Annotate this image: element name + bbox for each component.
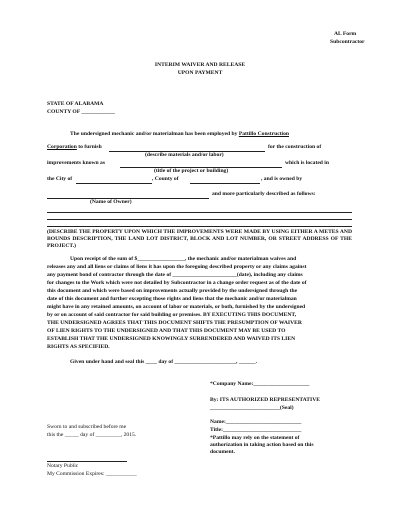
sworn-line-1: Sworn to and subscribed before me — [47, 424, 127, 430]
authorized-rep-label: By: ITS AUTHORIZED REPRESENTATIVE — [210, 397, 320, 403]
body-line-5: this document and which were based on improvements actually provided by the undersigned through the — [47, 288, 298, 294]
intro-lead-text: The undersigned mechanic and/or materialman has been employed by — [70, 131, 239, 137]
body-line-7: might have in any retained amounts, on account of labor or materials, or both, furnished by the undersigned — [47, 304, 306, 310]
construction-of-label: for the construction of — [268, 144, 322, 150]
body-line-11: ESTABLISH THAT THE UNDERSIGNED KNOWINGLY SURRENDERED AND WAIVED ITS LIEN — [47, 336, 296, 342]
corporation-label: Corporation — [47, 144, 77, 150]
description-line-2[interactable] — [47, 219, 352, 220]
body-line-6: date of this document and further excepting those rights and liens that the mechanic and/or materialman — [47, 296, 297, 302]
body-line-9: THE UNDERSIGNED AGREES THAT THIS DOCUMENT SHIFTS THE PRESUMPTION OF WAIVER — [47, 320, 302, 326]
body-line-1: Upon receipt of the sum of $_________________, the mechanic and/or materialman waives and — [70, 256, 297, 262]
furnish-label: to furnish — [76, 144, 102, 150]
pattillo-note-2: authorization in taking action based on this — [210, 442, 314, 448]
seal-line[interactable]: _________________________(Seal) — [210, 405, 294, 411]
notary-public-label: Notary Public — [47, 463, 79, 469]
describe-note: (describe materials and/or labor) — [145, 152, 224, 158]
pattillo-note-1: *Pattillo may rely on the statement of — [210, 435, 300, 441]
name-line[interactable]: Name:___________________________ — [210, 419, 302, 425]
notary-signature-line[interactable] — [47, 461, 127, 462]
description-line-3[interactable] — [47, 226, 352, 227]
pattillo-note-3: document. — [210, 449, 236, 455]
state-line: STATE OF ALABAMA — [47, 101, 104, 107]
body-line-2: releases any and all liens or claims of liens it has upon the foregoing described property or any claims against — [47, 264, 307, 270]
title-note: (title of the project or building) — [154, 168, 229, 174]
county-blank[interactable] — [190, 183, 260, 184]
company-name: Pattillo Construction — [238, 131, 289, 137]
body-line-8: by or on account of said contractor for said building or premises. BY EXECUTING THIS DOCUMENT, — [47, 312, 297, 318]
given-under-hand-line: Given under hand and seal this ____ day of ______________________, ______. — [70, 359, 258, 365]
body-line-10: OF LIEN RIGHTS TO THE UNDERSIGNED AND THAT THIS DOCUMENT MAY BE USED TO — [47, 328, 286, 334]
describe-property-note: (DESCRIBE THE PROPERTY UPON WHICH THE IMPROVEMENTS WERE MADE BY USING EITHER A METES AND BOUNDS DESCRIPTION, THE LAND LOT DISTRICT, BLOCK AND LOT NUMBER, OR STREET ADDRESS OF THE PROJECT.) — [47, 229, 352, 249]
form-label: AL Form — [334, 31, 357, 37]
county-of-label: , County of — [152, 176, 179, 182]
body-line-3: any payment bond of contractor through the date of _______________________(date), including any claims — [47, 272, 303, 278]
furnish-line — [47, 144, 102, 151]
body-line-4: for changes to the Work which were not detailed by Subcontractor in a change order request as of the date of — [47, 280, 307, 286]
document-title: INTERIM WAIVER AND RELEASE — [154, 62, 246, 68]
intro-lead — [70, 131, 289, 138]
description-line-1[interactable] — [47, 212, 352, 213]
city-blank[interactable] — [76, 183, 152, 184]
owned-by-label: , and is owned by — [261, 176, 303, 182]
company-name-line[interactable]: *Company Name:____________________ — [210, 381, 310, 387]
more-particularly-label: and more particularly described as follows: — [212, 191, 316, 197]
form-type-label: Subcontractor — [330, 39, 365, 45]
body-line-12: RIGHTS AS SPECIFIED. — [47, 344, 110, 350]
title-line[interactable]: Title:____________________________ — [210, 427, 302, 433]
document-subtitle: UPON PAYMENT — [177, 70, 223, 76]
city-label: the City of — [47, 176, 73, 182]
owner-note: (Name of Owner) — [90, 199, 132, 205]
county-line: COUNTY OF ____________ — [47, 109, 115, 115]
located-in-label: which is located in — [285, 160, 329, 166]
commission-expires-line: My Commission Expires: ___________ — [47, 471, 137, 477]
sworn-line-2: this the _____ day of _________, 2015. — [47, 432, 137, 438]
improvements-label: improvements known as — [47, 160, 106, 166]
